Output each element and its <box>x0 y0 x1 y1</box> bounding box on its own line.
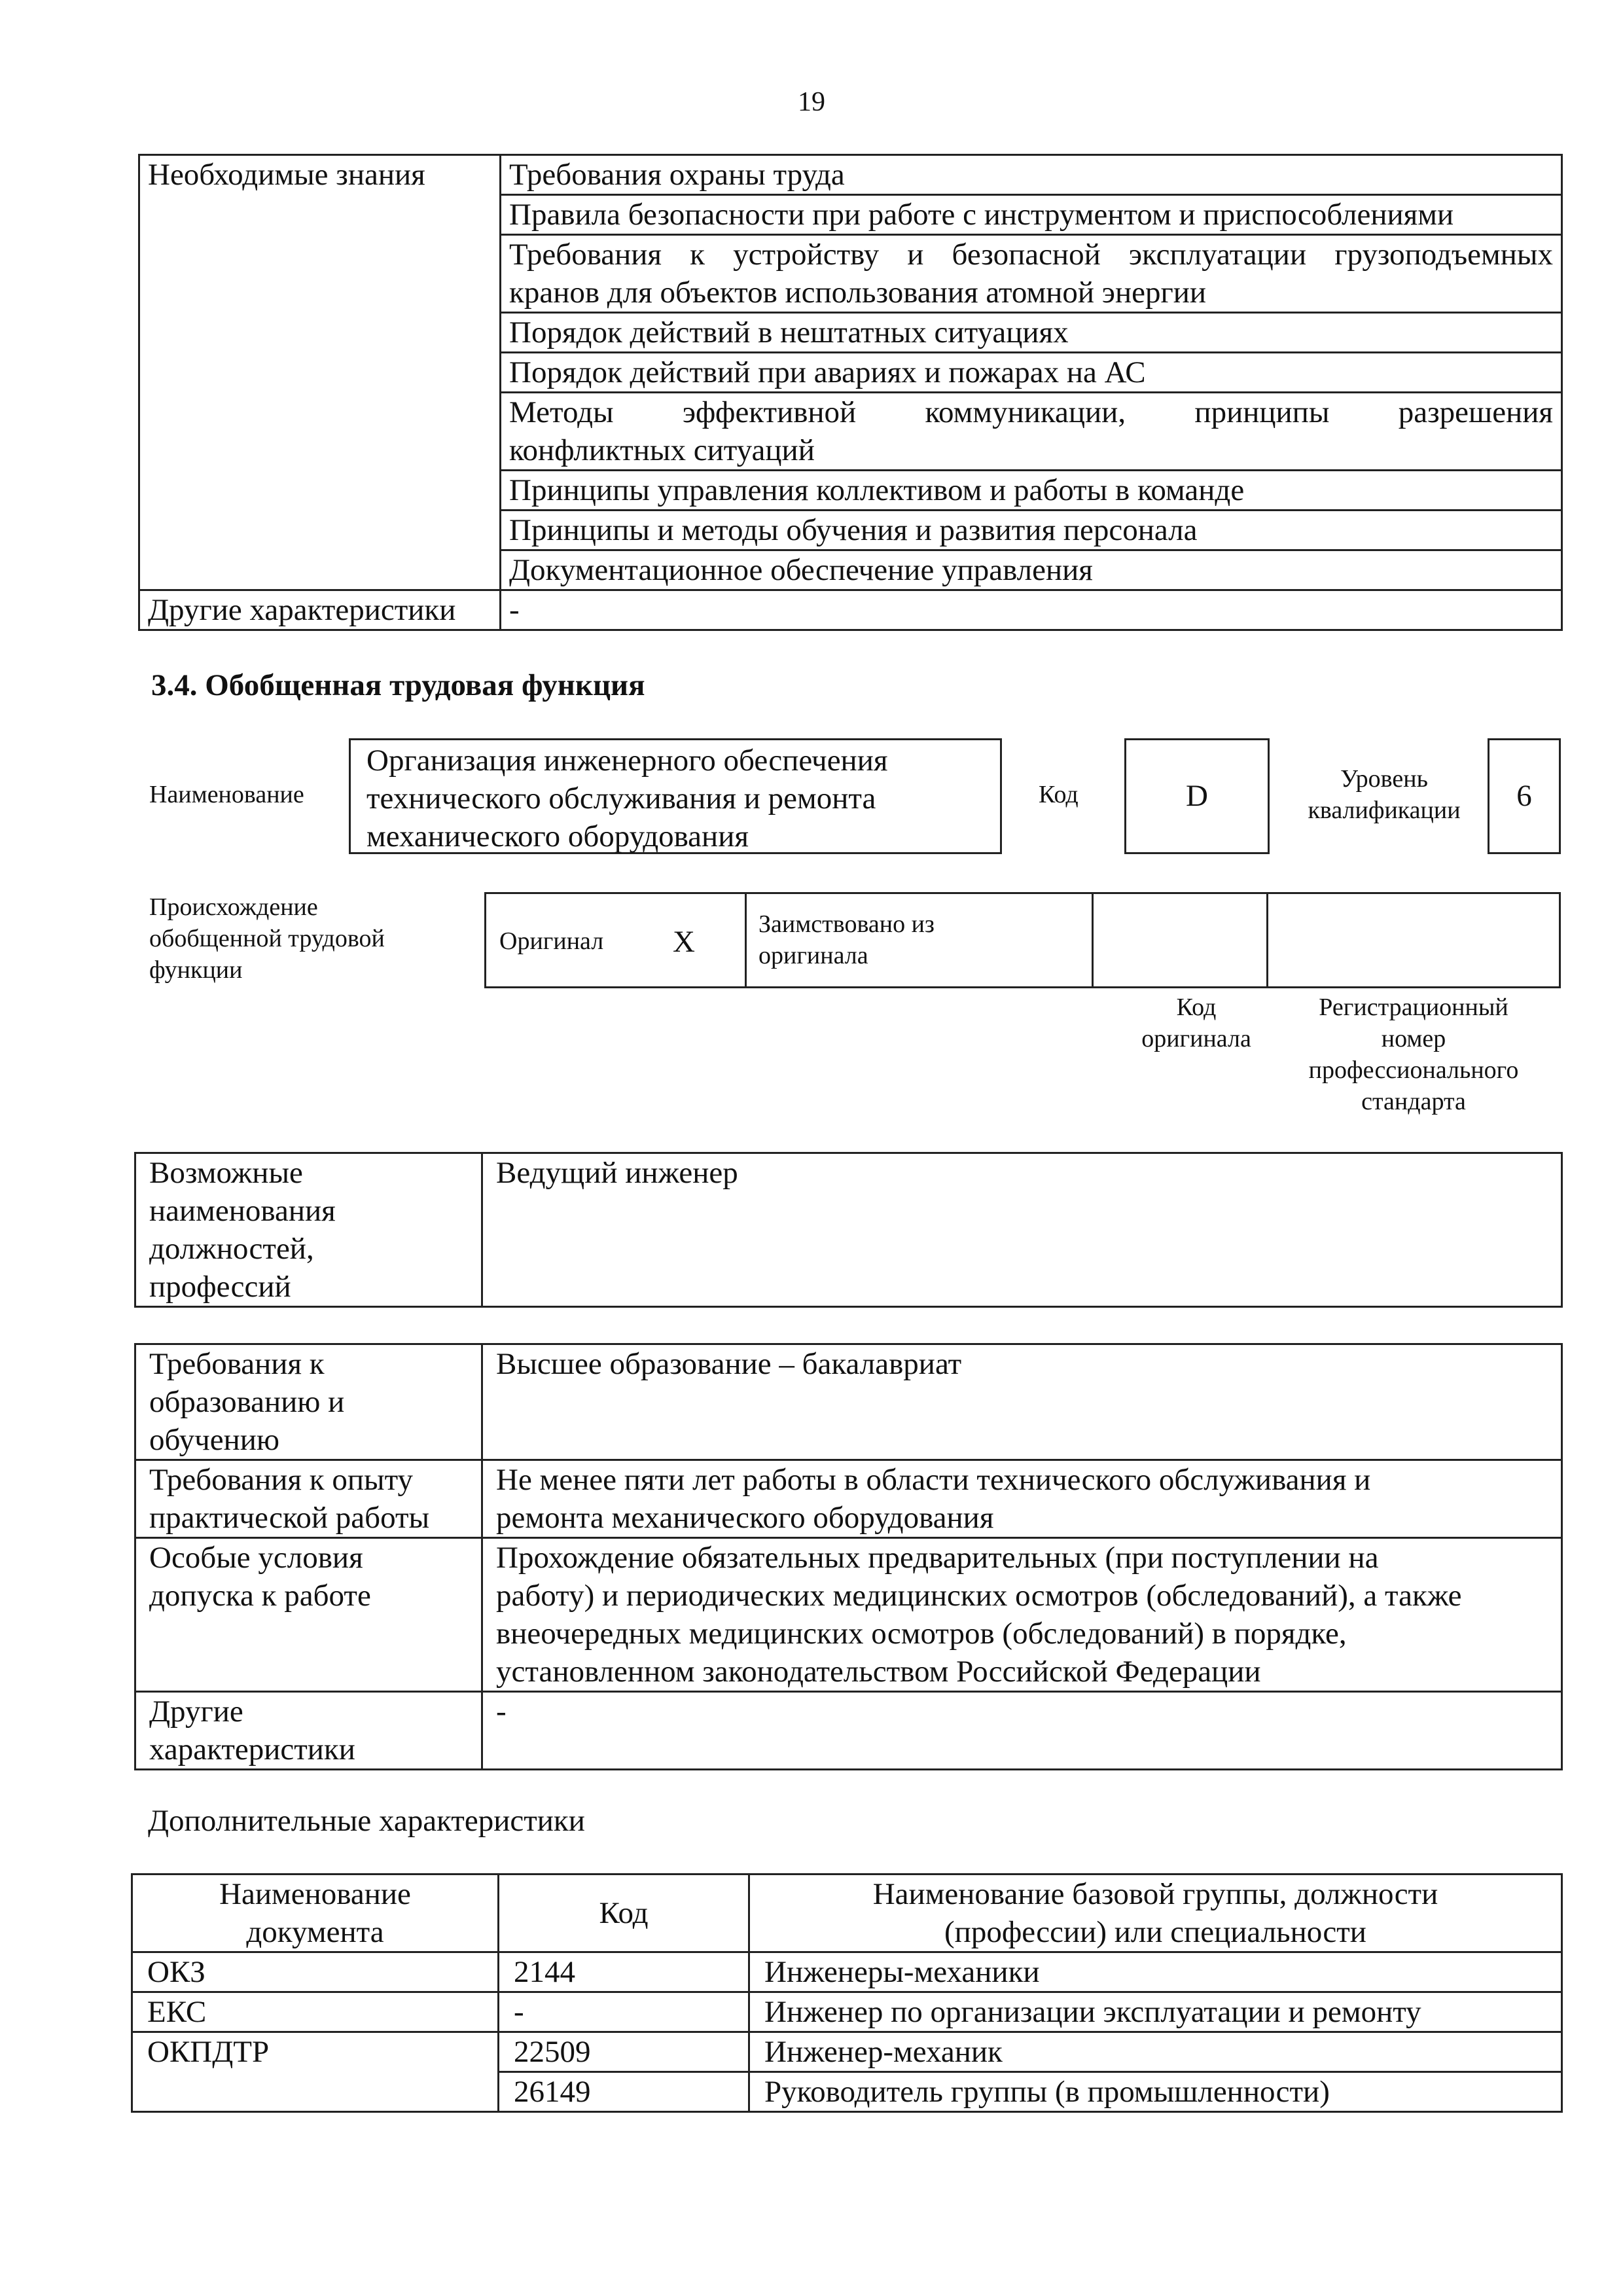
requirement-label-line: Требования к <box>149 1347 325 1381</box>
code-label: Код <box>1039 781 1079 808</box>
table-row <box>132 1992 1562 2032</box>
requirement-row <box>135 1538 1562 1692</box>
origin-divider <box>1266 894 1268 986</box>
requirement-label-line: характеристики <box>149 1732 355 1767</box>
header-line: (профессии) или специальности <box>944 1915 1366 1949</box>
knowledge-table <box>138 154 1563 631</box>
requirement-value <box>482 1460 1562 1538</box>
caption-line: Код <box>1176 994 1217 1021</box>
requirement-value <box>482 1344 1562 1460</box>
additional-table <box>131 1873 1563 2113</box>
knowledge-item-line: конфликтных ситуаций <box>509 433 815 467</box>
origin-divider <box>1092 894 1094 986</box>
level-label-line: Уровень <box>1340 765 1428 793</box>
table-row <box>132 2032 1562 2072</box>
origin-label <box>149 891 385 986</box>
knowledge-item: Документационное обеспечение управления <box>501 550 1562 590</box>
level-value: 6 <box>1488 738 1561 854</box>
requirement-value-line: ремонта механического оборудования <box>496 1501 994 1535</box>
requirement-label <box>135 1344 482 1460</box>
origin-divider <box>745 894 747 986</box>
origin-label-line: функции <box>149 956 243 984</box>
positions-label-line: наименования <box>149 1194 336 1228</box>
requirement-row <box>135 1344 1562 1460</box>
origin-table <box>484 892 1561 988</box>
function-name-box <box>349 738 1002 854</box>
requirement-value <box>482 1692 1562 1770</box>
knowledge-item: Порядок действий при авариях и пожарах на АС <box>501 353 1562 393</box>
positions-label <box>135 1153 482 1307</box>
additional-title: Дополнительные характеристики <box>148 1804 585 1838</box>
requirement-value <box>482 1538 1562 1692</box>
caption-code-original <box>1092 992 1301 1054</box>
name-label: Наименование <box>149 781 304 808</box>
cell-document: ЕКС <box>132 1992 499 2032</box>
requirement-label <box>135 1692 482 1770</box>
header-code: Код <box>499 1874 749 1952</box>
knowledge-item: Принципы управления коллективом и работы в команде <box>501 471 1562 511</box>
knowledge-item-line: кранов для объектов использования атомной энергии <box>509 276 1207 310</box>
positions-value: Ведущий инженер <box>482 1153 1562 1307</box>
cell-name: Инженер-механик <box>749 2032 1562 2072</box>
requirement-label <box>135 1538 482 1692</box>
borrowed-label-line: Заимствовано из <box>758 910 935 938</box>
requirement-value-line: установленном законодательством Российской Федерации <box>496 1655 1261 1689</box>
knowledge-item: Принципы и методы обучения и развития персонала <box>501 511 1562 550</box>
header-line: Наименование <box>219 1877 411 1911</box>
positions-label-line: должностей, <box>149 1232 314 1266</box>
borrowed-label-line: оригинала <box>758 942 868 969</box>
requirement-row <box>135 1460 1562 1538</box>
requirement-label-line: Особые условия <box>149 1541 363 1575</box>
requirement-label-line: Требования к опыту <box>149 1463 414 1497</box>
positions-label-line: профессий <box>149 1270 291 1304</box>
header-line: документа <box>246 1915 384 1949</box>
code-value: D <box>1124 738 1270 854</box>
function-name-line: Организация инженерного обеспечения <box>366 744 888 778</box>
requirement-label-line: образованию и <box>149 1385 345 1419</box>
cell-name: Руководитель группы (в промышленности) <box>749 2072 1562 2112</box>
page-number: 19 <box>798 87 825 117</box>
requirement-value-line: - <box>496 1695 507 1729</box>
caption-line: номер <box>1381 1025 1446 1052</box>
requirement-label-line: обучению <box>149 1423 280 1457</box>
function-name-line: технического обслуживания и ремонта <box>366 781 876 816</box>
knowledge-item: Требования охраны труда <box>501 155 1562 195</box>
knowledge-item-line: Методы эффективной коммуникации, принципы разрешения <box>509 395 1553 429</box>
caption-registration-number <box>1276 992 1551 1117</box>
positions-table <box>134 1152 1563 1308</box>
knowledge-item-line: Требования к устройству и безопасной эксплуатации грузоподъемных <box>509 238 1553 272</box>
requirement-value-line: работу) и периодических медицинских осмотров (обследований), а также <box>496 1579 1462 1613</box>
section-heading: 3.4. Обобщенная трудовая функция <box>151 668 645 702</box>
cell-name: Инженер по организации эксплуатации и ремонту <box>749 1992 1562 2032</box>
header-base-group <box>749 1874 1562 1952</box>
caption-line: стандарта <box>1361 1088 1466 1115</box>
cell-code: 22509 <box>499 2032 749 2072</box>
header-document <box>132 1874 499 1952</box>
original-label: Оригинал <box>499 927 604 955</box>
knowledge-item: Правила безопасности при работе с инструментом и приспособлениями <box>501 195 1562 235</box>
origin-label-line: Происхождение <box>149 893 318 921</box>
level-label <box>1286 763 1482 826</box>
requirement-value-line: Прохождение обязательных предварительных (при поступлении на <box>496 1541 1379 1575</box>
requirement-label-line: допуска к работе <box>149 1579 371 1613</box>
knowledge-item: Порядок действий в нештатных ситуациях <box>501 313 1562 353</box>
cell-document: ОКЗ <box>132 1952 499 1992</box>
borrowed-label <box>758 908 935 971</box>
cell-document: ОКПДТР <box>132 2032 499 2112</box>
cell-code: - <box>499 1992 749 2032</box>
other-characteristics-label: Другие характеристики <box>139 590 501 630</box>
caption-line: оригинала <box>1141 1025 1251 1052</box>
additional-header-row <box>132 1874 1562 1952</box>
knowledge-label: Необходимые знания <box>139 155 501 590</box>
requirement-label-line: Другие <box>149 1695 243 1729</box>
caption-line: Регистрационный <box>1319 994 1508 1021</box>
positions-label-line: Возможные <box>149 1156 303 1190</box>
table-row <box>132 1952 1562 1992</box>
requirement-value-line: Не менее пяти лет работы в области технического обслуживания и <box>496 1463 1371 1497</box>
function-name-line: механического оборудования <box>366 819 749 853</box>
other-characteristics-value: - <box>501 590 1562 630</box>
cell-name: Инженеры-механики <box>749 1952 1562 1992</box>
requirement-label-line: практической работы <box>149 1501 430 1535</box>
original-mark: X <box>673 925 695 959</box>
header-line: Наименование базовой группы, должности <box>872 1877 1438 1911</box>
cell-code: 26149 <box>499 2072 749 2112</box>
knowledge-item <box>501 393 1562 471</box>
requirement-value-line: Высшее образование – бакалавриат <box>496 1347 962 1381</box>
cell-code: 2144 <box>499 1952 749 1992</box>
knowledge-item <box>501 235 1562 313</box>
requirement-value-line: внеочередных медицинских осмотров (обследований) в порядке, <box>496 1617 1347 1651</box>
requirements-table <box>134 1343 1563 1770</box>
origin-label-line: обобщенной трудовой <box>149 925 385 952</box>
requirement-row <box>135 1692 1562 1770</box>
requirement-label <box>135 1460 482 1538</box>
level-label-line: квалификации <box>1308 797 1461 824</box>
caption-line: профессионального <box>1308 1056 1519 1084</box>
